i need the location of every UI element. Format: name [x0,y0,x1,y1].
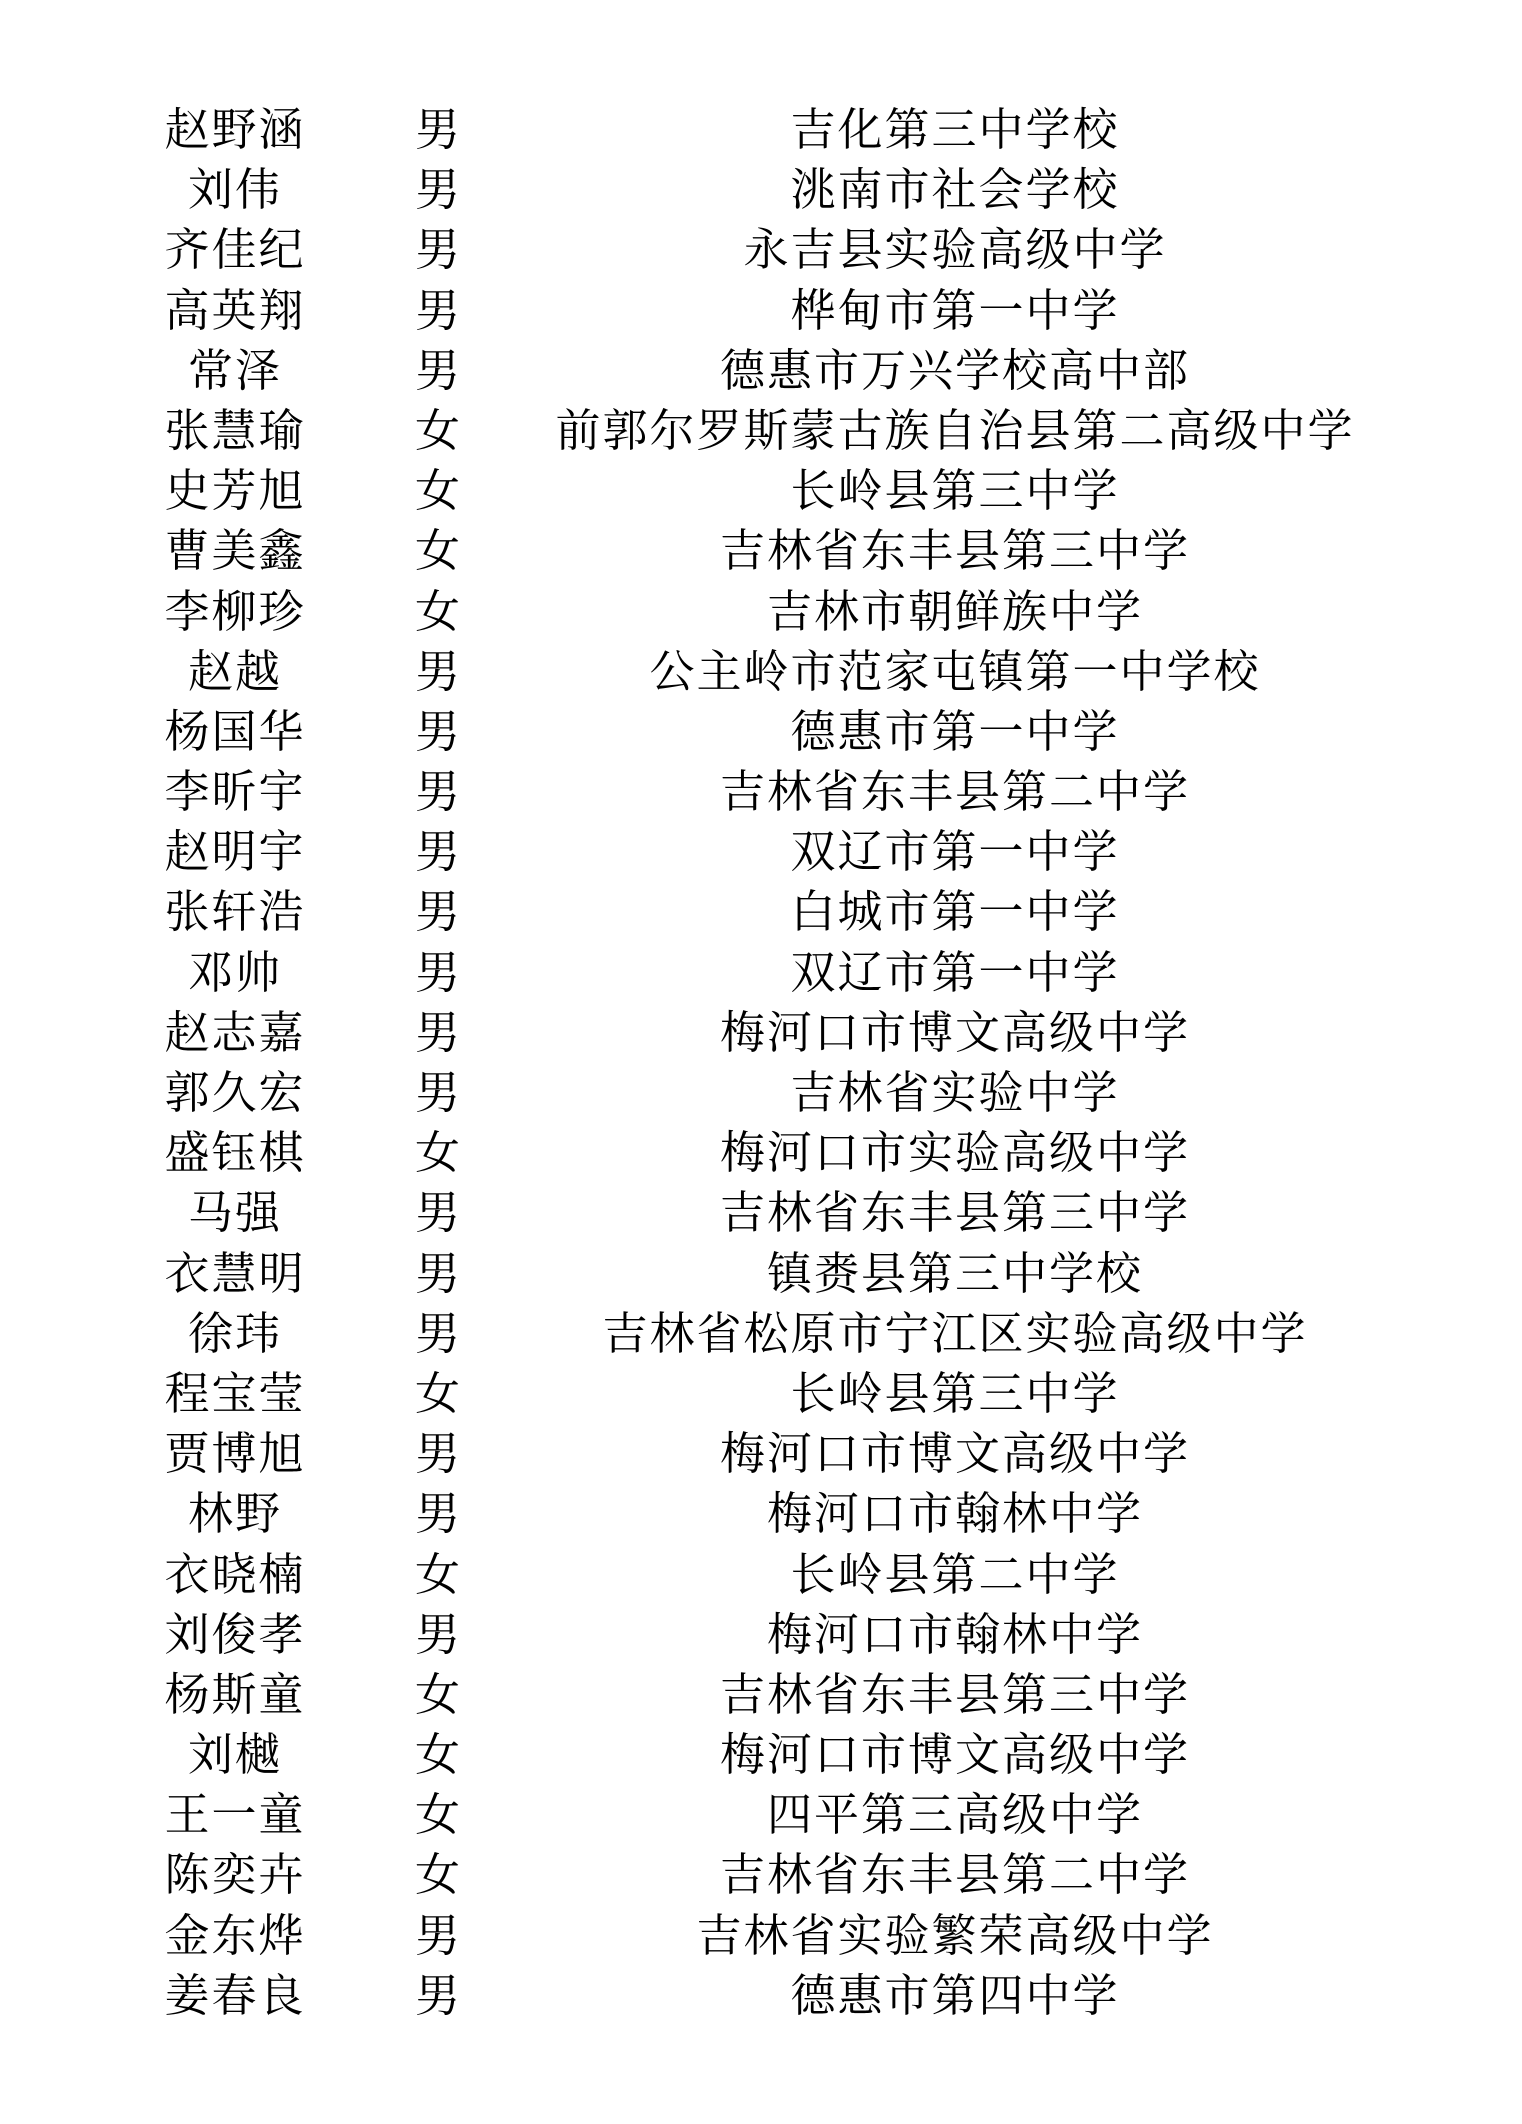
list-item [0,1484,1522,1544]
student-name: 程宝莹 [164,1366,306,1420]
student-name: 刘俊孝 [164,1607,306,1661]
student-gender: 男 [414,1246,460,1300]
student-school: 桦甸市第一中学 [790,283,1120,337]
student-school: 吉林市朝鲜族中学 [766,584,1143,638]
list-item [0,1063,1522,1123]
list-item [0,822,1522,882]
list-item [0,1123,1522,1183]
list-item [0,762,1522,822]
list-item [0,1183,1522,1243]
student-gender: 男 [414,1066,460,1119]
student-name: 金东烨 [164,1908,306,1962]
student-name: 刘伟 [187,163,282,217]
student-name: 姜春良 [164,1968,306,2022]
student-name: 杨国华 [164,704,306,758]
student-name: 王一童 [164,1788,306,1842]
student-school: 德惠市第四中学 [790,1968,1120,2022]
student-name: 衣晓楠 [164,1547,306,1601]
student-name: 马强 [187,1186,282,1240]
list-item [0,1003,1522,1063]
student-name: 张慧瑜 [164,403,306,457]
student-name: 陈奕卉 [164,1848,306,1902]
student-name: 齐佳纪 [164,223,306,277]
list-item [0,1304,1522,1364]
student-name: 赵野涵 [164,103,306,156]
student-gender: 女 [414,464,460,518]
student-school: 梅河口市博文高级中学 [719,1427,1190,1481]
student-name: 史芳旭 [164,464,306,518]
student-school: 吉林省东丰县第二中学 [719,765,1190,819]
student-gender: 男 [414,163,460,217]
list-item [0,100,1522,160]
list-item [0,1424,1522,1484]
list-item [0,882,1522,942]
student-gender: 男 [414,1005,460,1059]
list-item [0,160,1522,220]
student-school: 长岭县第三中学 [790,464,1120,518]
student-name: 郭久宏 [164,1066,306,1119]
student-name: 贾博旭 [164,1427,306,1481]
list-item [0,1725,1522,1785]
list-item [0,1364,1522,1424]
student-school: 白城市第一中学 [790,885,1120,939]
student-gender: 女 [414,1547,460,1601]
student-school: 公主岭市范家屯镇第一中学校 [649,644,1261,698]
list-item [0,1785,1522,1845]
student-gender: 男 [414,885,460,939]
student-school: 吉林省实验中学 [790,1066,1120,1119]
student-gender: 男 [414,1908,460,1962]
student-gender: 男 [414,103,460,156]
list-item [0,1906,1522,1966]
student-gender: 男 [414,1306,460,1360]
student-gender: 女 [414,1126,460,1180]
student-name: 刘樾 [187,1728,282,1782]
student-name: 衣慧明 [164,1246,306,1300]
list-item [0,1244,1522,1304]
student-gender: 女 [414,403,460,457]
student-name: 盛钰棋 [164,1126,306,1180]
student-school: 梅河口市博文高级中学 [719,1005,1190,1059]
student-school: 长岭县第三中学 [790,1366,1120,1420]
list-item [0,1966,1522,2026]
student-gender: 女 [414,1788,460,1842]
student-school: 四平第三高级中学 [766,1788,1143,1842]
list-item [0,1665,1522,1725]
student-gender: 男 [414,283,460,337]
student-school: 吉林省东丰县第三中学 [719,524,1190,578]
student-gender: 男 [414,343,460,397]
student-gender: 女 [414,524,460,578]
student-name: 徐玮 [187,1306,282,1360]
list-item [0,702,1522,762]
student-gender: 男 [414,765,460,819]
list-item [0,642,1522,702]
student-gender: 男 [414,1968,460,2022]
student-school: 梅河口市博文高级中学 [719,1728,1190,1782]
list-item [0,281,1522,341]
student-school: 梅河口市翰林中学 [766,1607,1143,1661]
student-gender: 男 [414,223,460,277]
list-item [0,1845,1522,1905]
student-name: 常泽 [187,343,282,397]
student-gender: 女 [414,1667,460,1721]
student-school: 吉林省东丰县第三中学 [719,1186,1190,1240]
list-item [0,1605,1522,1665]
list-item [0,461,1522,521]
student-gender: 男 [414,1607,460,1661]
student-gender: 女 [414,584,460,638]
student-name: 高英翔 [164,283,306,337]
student-school: 梅河口市实验高级中学 [719,1126,1190,1180]
student-school: 梅河口市翰林中学 [766,1487,1143,1541]
student-name: 赵越 [187,644,282,698]
student-name: 邓帅 [187,945,282,999]
student-name: 曹美鑫 [164,524,306,578]
student-name: 李昕宇 [164,765,306,819]
list-item [0,341,1522,401]
list-item [0,220,1522,280]
student-school: 吉林省实验繁荣高级中学 [696,1908,1214,1962]
student-school: 德惠市第一中学 [790,704,1120,758]
student-gender: 男 [414,1186,460,1240]
student-school: 吉林省东丰县第三中学 [719,1667,1190,1721]
student-name: 赵明宇 [164,825,306,879]
list-item [0,943,1522,1003]
list-item [0,1545,1522,1605]
student-gender: 男 [414,1487,460,1541]
student-gender: 男 [414,825,460,879]
student-school: 吉林省东丰县第二中学 [719,1848,1190,1902]
student-school: 洮南市社会学校 [790,163,1120,217]
student-name: 赵志嘉 [164,1005,306,1059]
list-item [0,521,1522,581]
student-school: 吉化第三中学校 [790,103,1120,156]
student-name: 张轩浩 [164,885,306,939]
student-school: 双辽市第一中学 [790,945,1120,999]
student-gender: 女 [414,1848,460,1902]
student-list [0,100,1522,2026]
student-gender: 女 [414,1728,460,1782]
student-gender: 男 [414,704,460,758]
list-item [0,582,1522,642]
student-school: 前郭尔罗斯蒙古族自治县第二高级中学 [555,403,1355,457]
student-school: 永吉县实验高级中学 [743,223,1167,277]
student-school: 长岭县第二中学 [790,1547,1120,1601]
student-school: 吉林省松原市宁江区实验高级中学 [602,1306,1308,1360]
student-gender: 女 [414,1366,460,1420]
student-gender: 男 [414,1427,460,1481]
student-gender: 男 [414,945,460,999]
student-name: 林野 [187,1487,282,1541]
student-school: 双辽市第一中学 [790,825,1120,879]
student-school: 德惠市万兴学校高中部 [719,343,1190,397]
student-name: 杨斯童 [164,1667,306,1721]
student-name: 李柳珍 [164,584,306,638]
student-school: 镇赉县第三中学校 [766,1246,1143,1300]
student-gender: 男 [414,644,460,698]
list-item [0,401,1522,461]
